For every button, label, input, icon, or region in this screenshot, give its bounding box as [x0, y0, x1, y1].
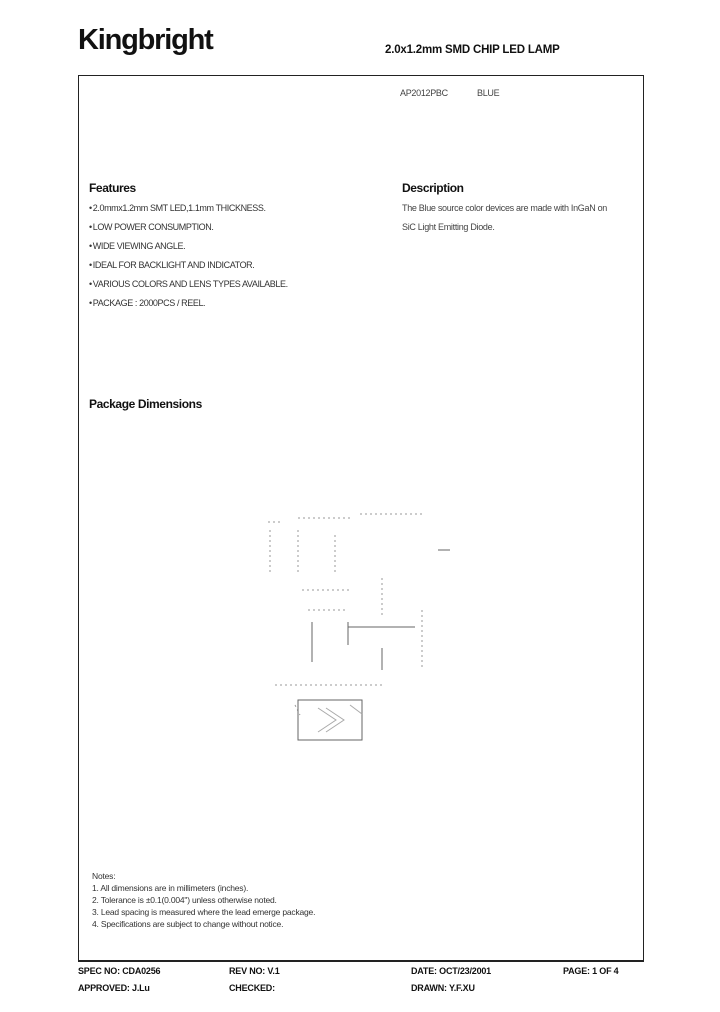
feature-item: • 2.0mmx1.2mm SMT LED,1.1mm THICKNESS.: [89, 203, 266, 213]
drawn-by: [411, 983, 475, 993]
feature-item: • IDEAL FOR BACKLIGHT AND INDICATOR.: [89, 260, 254, 270]
note-item: 3. Lead spacing is measured where the lead emerge package.: [92, 907, 316, 917]
spec-value: CDA0256: [122, 966, 161, 976]
description-line: The Blue source color devices are made with InGaN on: [402, 203, 608, 213]
document-date: [411, 966, 491, 976]
part-number: AP2012PBC: [400, 88, 448, 98]
feature-item: • VARIOUS COLORS AND LENS TYPES AVAILABLE.: [89, 279, 288, 289]
approved-by: [78, 983, 150, 993]
approved-label: APPROVED:: [78, 983, 130, 993]
package-dimensions-drawing: [250, 500, 450, 750]
description-line: SiC Light Emitting Diode.: [402, 222, 495, 232]
company-logo: Kingbright: [78, 24, 213, 56]
page-number: [563, 966, 618, 976]
notes-title: Notes:: [92, 871, 116, 881]
note-item: 2. Tolerance is ±0.1(0.004") unless otherwise noted.: [92, 895, 277, 905]
checked-label: CHECKED:: [229, 983, 275, 993]
revision-number: [229, 966, 280, 976]
page-label: PAGE:: [563, 966, 590, 976]
part-color: BLUE: [477, 88, 500, 98]
note-item: 4. Specifications are subject to change without notice.: [92, 919, 284, 929]
document-title: 2.0x1.2mm SMD CHIP LED LAMP: [385, 44, 560, 56]
approved-value: J.Lu: [132, 983, 150, 993]
drawn-value: Y.F.XU: [448, 983, 475, 993]
drawn-label: DRAWN:: [411, 983, 447, 993]
note-item: 1. All dimensions are in millimeters (inches).: [92, 883, 249, 893]
feature-item: • LOW POWER CONSUMPTION.: [89, 222, 213, 232]
footer-divider: [78, 961, 644, 962]
feature-item: • WIDE VIEWING ANGLE.: [89, 241, 185, 251]
spec-label: SPEC NO:: [78, 966, 120, 976]
date-value: OCT/23/2001: [439, 966, 491, 976]
description-heading: Description: [402, 181, 464, 195]
package-dimensions-heading: Package Dimensions: [89, 397, 202, 411]
features-heading: Features: [89, 181, 136, 195]
checked-by: [229, 983, 275, 993]
page-value: 1 OF 4: [592, 966, 619, 976]
date-label: DATE:: [411, 966, 437, 976]
rev-value: V.1: [267, 966, 280, 976]
spec-number: [78, 966, 160, 976]
rev-label: REV NO:: [229, 966, 266, 976]
feature-item: • PACKAGE : 2000PCS / REEL.: [89, 298, 205, 308]
